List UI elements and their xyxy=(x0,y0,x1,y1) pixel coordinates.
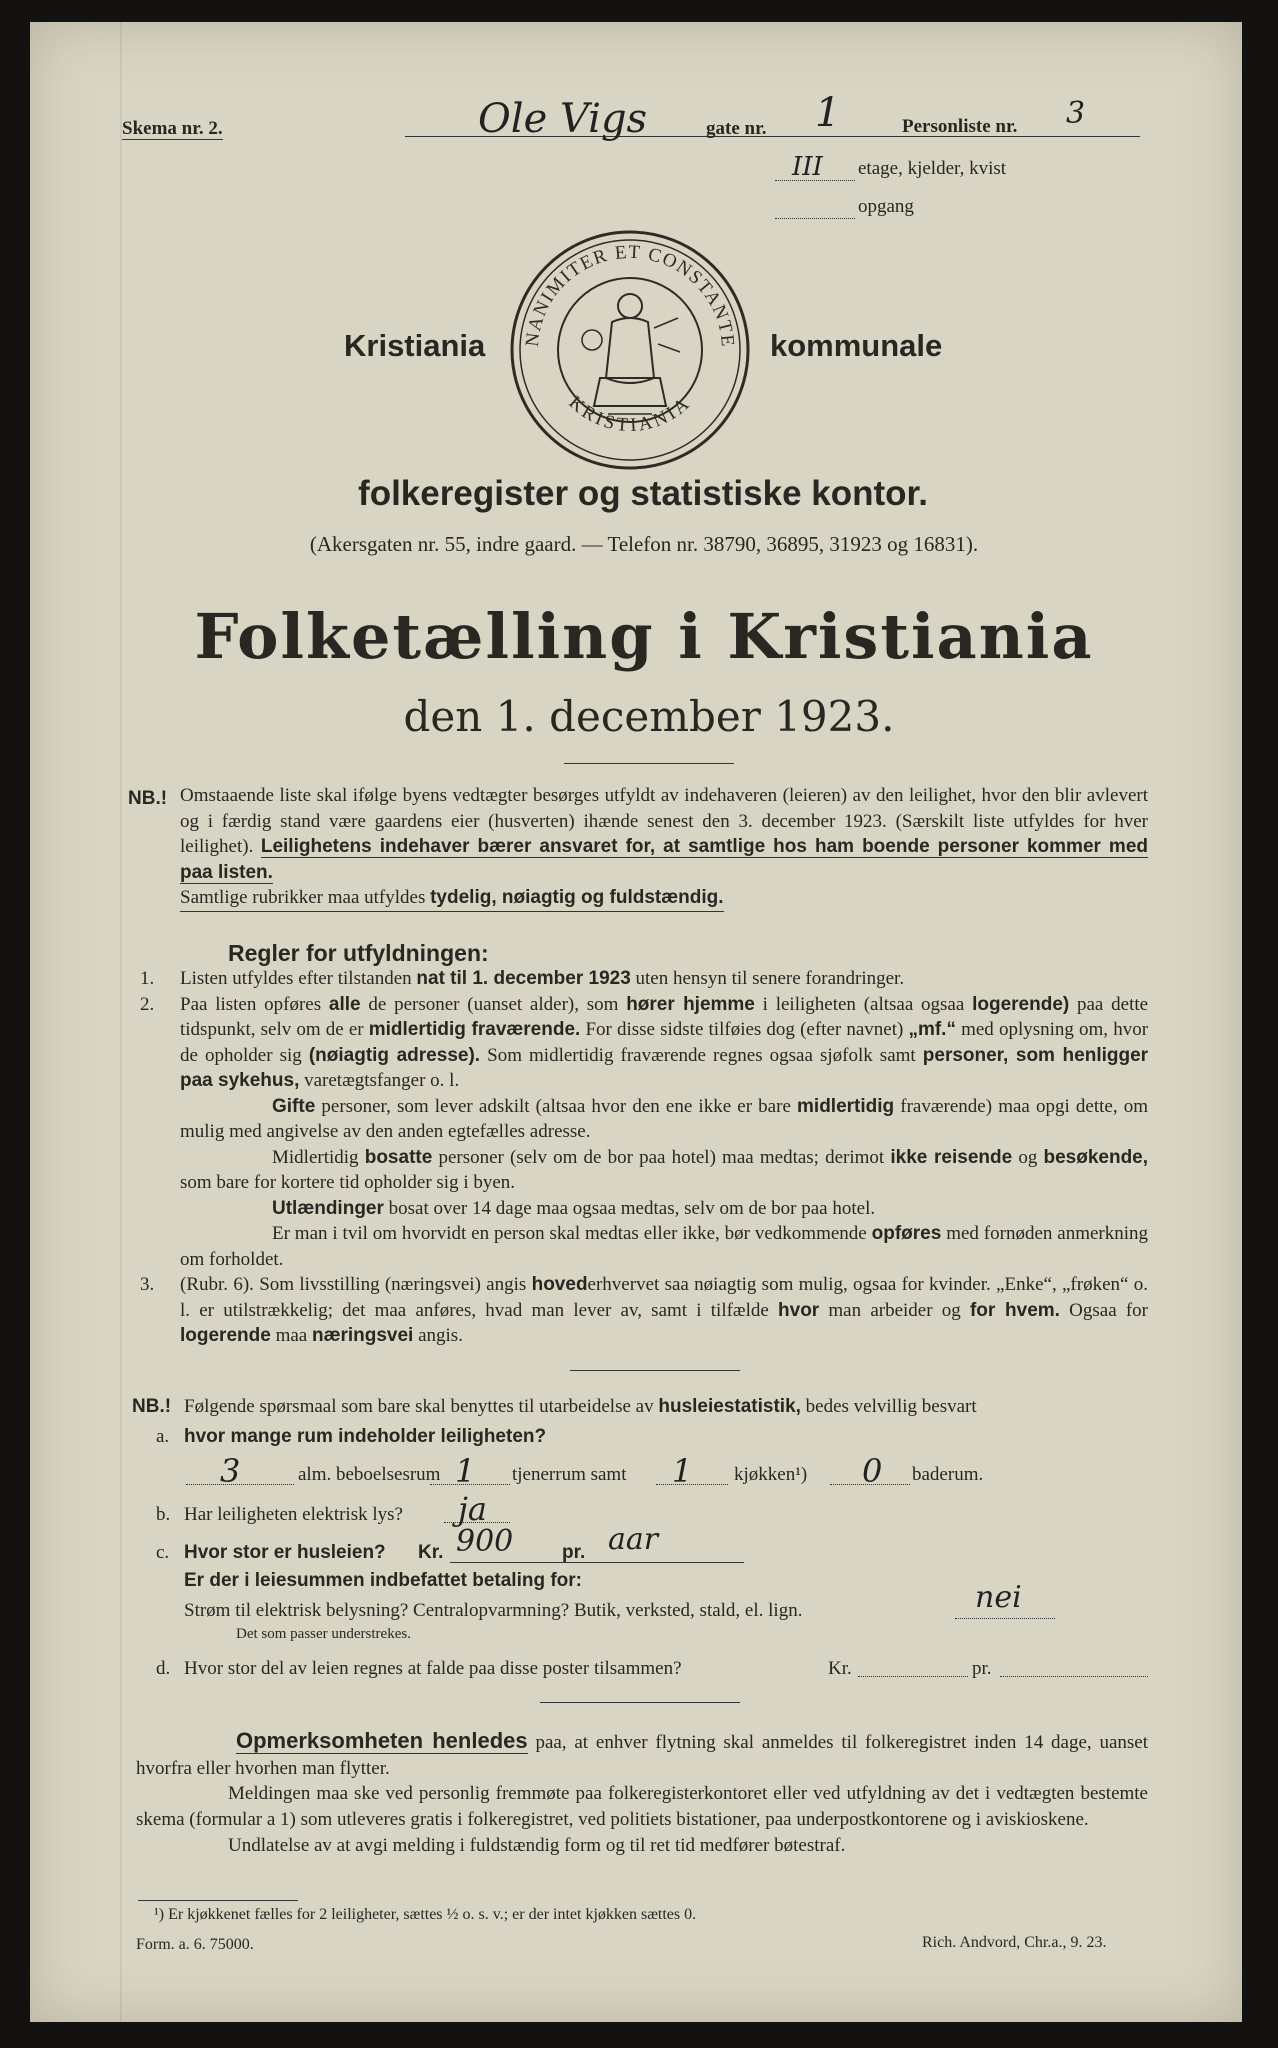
rule-3-text: man arbeider og xyxy=(828,1299,961,1321)
kristiania-seal xyxy=(508,228,752,472)
nb1-label: NB.! xyxy=(128,788,168,809)
rule-2-foreign-text: bosat over 14 dage maa ogsaa medtas, selv om de bor paa hotel. xyxy=(388,1197,876,1219)
notice-text-2: Meldingen maa ske ved personlig fremmøte paa folkeregisterkontoret eller ved utfyldning av det i vedtægten bestemte skema (formular a 1) som utleveres gratis i folkeregistret, ved politiets bistationer, paa underpostkontorene og i aviskioskene. xyxy=(136,1783,1148,1831)
nb2-label: NB.! xyxy=(132,1396,172,1417)
rule-1-bold: nat til 1. december 1923 xyxy=(416,968,631,989)
qc-pr-label: pr. xyxy=(562,1542,586,1563)
rule-2-text: paa dette tidspunkt, selv om de er xyxy=(180,993,1149,1040)
seal-ring-top: NANIMITER ET CONSTANTE xyxy=(521,241,739,349)
rules-divider xyxy=(570,1370,740,1371)
rule-3-text: Ogsaa for xyxy=(1069,1299,1148,1321)
qc-included: Er der i leiesummen indbefattet betaling for: xyxy=(184,1570,583,1591)
qb-question: Har leiligheten elektrisk lys? xyxy=(184,1504,403,1525)
kitchen-label: kjøkken¹) xyxy=(734,1464,808,1485)
svg-text:UNANIMITER ET CONSTANTER xyxy=(508,228,738,349)
rent-period-handwritten: aar xyxy=(608,1522,659,1557)
nb2-intro xyxy=(184,1394,1148,1420)
rule-2-married-bold: Gifte xyxy=(272,1095,316,1117)
nb2-text: Følgende spørsmaal som bare skal benyttes til utarbeidelse av xyxy=(184,1396,654,1417)
rule-3-number: 3. xyxy=(140,1274,155,1295)
qd-question: Hvor stor del av leien regnes at falde paa disse poster tilsammen? xyxy=(184,1658,682,1679)
rule-2-text: i leiligheten (altsaa ogsaa xyxy=(762,993,965,1015)
rule-2-temp-bold: besøkende, xyxy=(1043,1146,1149,1168)
gate-number-handwritten: 1 xyxy=(815,90,841,136)
form-number: Form. a. 6. 75000. xyxy=(136,1936,254,1953)
rooms-label: alm. beboelsesrum xyxy=(298,1464,441,1485)
rent-amount-handwritten: 900 xyxy=(456,1524,514,1559)
page-fold xyxy=(120,22,122,2022)
notice-text-1: paa, at enhver flytning skal anmeldes til folkeregistret inden 14 dage, uanset hvorfra eller hvorhen man flytter. xyxy=(136,1732,1148,1779)
kitchen-handwritten: 1 xyxy=(672,1452,693,1490)
rule-3-bold: for hvem. xyxy=(969,1299,1060,1321)
rule-1-number: 1. xyxy=(140,968,155,989)
rule-2-bold: „mf.“ xyxy=(908,1019,956,1040)
rule-2-text: med oplysning om, hvor de opholder sig xyxy=(180,1019,1149,1066)
rule-3-bold: næringsvei xyxy=(311,1325,414,1346)
rule-2-doubt-bold: opføres xyxy=(871,1223,942,1244)
rule-1-text: Listen utfyldes efter tilstanden xyxy=(180,968,412,989)
nb1-text: Omstaaende liste skal ifølge byens vedtægter besørges utfyldt av indehaveren (leieren) av den leilighet, hvor den blir avlevert og i færdig stand være gaardens eier (husverten) ihænde senest den 3. december 1923. (Særskilt liste utfyldes for hver leilighet). xyxy=(180,785,1148,857)
rule-2-temp-bold: ikke reisende xyxy=(890,1146,1013,1168)
title-right: kommunale xyxy=(770,328,943,363)
qd-pr-label: pr. xyxy=(972,1658,992,1679)
rule-2-temp-bold: bosatte xyxy=(364,1146,433,1168)
rooms-handwritten: 3 xyxy=(220,1452,241,1490)
rule-3-bold: logerende xyxy=(180,1325,271,1346)
qc-kr-label: Kr. xyxy=(418,1542,444,1563)
bath-label: baderum. xyxy=(912,1464,984,1485)
rule-2-married-bold: midlertidig xyxy=(797,1095,895,1117)
qc-label: c. xyxy=(156,1542,170,1563)
opgang-dotline xyxy=(775,218,855,219)
rule-3-text: erhvervet saa nøiagtig som mulig, ogsaa for kvinder. „Enke“, „frøken“ o. l. er utilstrækkelig; det maa anføres, hvad man lever av, samt i tilfælde xyxy=(180,1274,1148,1321)
etage-label: etage, kjelder, kvist xyxy=(858,158,1007,179)
rule-3-text: angis. xyxy=(418,1325,463,1346)
qc-options-field xyxy=(955,1618,1055,1619)
notice-heading: Opmerksomheten henledes xyxy=(236,1728,528,1753)
skema-number: Skema nr. 2. xyxy=(122,118,223,139)
seal-emblem-icon xyxy=(508,228,752,472)
office-name: folkeregister og statistiske kontor. xyxy=(358,474,928,513)
rule-2-doubt-text: Er man i tvil om hvorvidt en person skal medtas eller ikke, bør vedkommende xyxy=(272,1223,867,1244)
rule-3-bold: hoved xyxy=(531,1274,588,1295)
rule-2-text: Paa listen opføres xyxy=(180,993,322,1015)
rule-2-bold: hører hjemme xyxy=(626,993,755,1015)
qb-label: b. xyxy=(156,1504,171,1525)
personliste-label: Personliste nr. xyxy=(902,116,1018,137)
notice-paragraphs xyxy=(136,1728,1148,1859)
rule-2-text: varetægtsfanger o. l. xyxy=(304,1070,460,1091)
main-title: Folketælling i Kristiania xyxy=(194,600,1094,673)
maid-label: tjenerrum samt xyxy=(512,1464,627,1485)
main-date: den 1. december 1923. xyxy=(403,692,895,741)
nb1-line3a: Samtlige rubrikker maa utfyldes xyxy=(180,887,426,908)
maid-handwritten: 1 xyxy=(455,1452,476,1490)
rule-3-bold: hvor xyxy=(778,1299,820,1321)
rule-3-text: (Rubr. 6). Som livsstilling (næringsvei) angis xyxy=(180,1274,527,1295)
rules-list xyxy=(140,966,1149,1349)
rule-2-married-text: personer, som lever adskilt (altsaa hvor den ene ikke er bare xyxy=(321,1095,791,1117)
qc-rule xyxy=(450,1562,744,1563)
qa-question: hvor mange rum indeholder leiligheten? xyxy=(184,1426,547,1447)
footnote: ¹) Er kjøkkenet fælles for 2 leiligheter, sættes ½ o. s. v.; er der intet kjøkken sættes 0. xyxy=(154,1906,697,1923)
nb1-bold: Leilighetens indehaver bærer ansvaret for, at samtlige hos ham boende personer kommer med paa listen. xyxy=(180,836,1148,883)
qb-handwritten: ja xyxy=(458,1490,487,1528)
rule-2-bold: alle xyxy=(328,993,361,1015)
footnote-rule xyxy=(138,1900,298,1901)
rules-heading: Regler for utfyldningen: xyxy=(228,940,489,966)
nb1-line3b: tydelig, nøiagtig og fuldstændig. xyxy=(430,887,724,908)
rule-2-temp-text: personer (selv om de bor paa hotel) maa medtas; derimot xyxy=(438,1146,885,1168)
qd-label: d. xyxy=(156,1658,171,1679)
qc-note: Det som passer understrekes. xyxy=(236,1626,411,1642)
qc-options: Strøm til elektrisk belysning? Centralopvarmning? Butik, verksted, stald, el. lign. xyxy=(184,1600,803,1621)
qc-question: Hvor stor er husleien? xyxy=(184,1542,386,1563)
rule-2-number: 2. xyxy=(140,993,155,1015)
qa-label: a. xyxy=(156,1426,170,1447)
qd-pr-field xyxy=(1000,1676,1148,1677)
rule-2-temp-text: som bare for kortere tid opholder sig i byen. xyxy=(180,1172,516,1193)
rule-1-text-end: uten hensyn til senere forandringer. xyxy=(635,968,905,989)
rule-2-bold: personer, som henligger paa sykehus, xyxy=(180,1044,1149,1091)
gate-label: gate nr. xyxy=(706,118,767,139)
seal-ring-bottom: KRISTIANIA xyxy=(564,392,696,437)
qd-kr-field xyxy=(858,1676,968,1677)
etage-handwritten: III xyxy=(792,152,823,182)
rule-2-bold: logerende) xyxy=(972,993,1070,1015)
rule-2-text: For disse sidste tilføies dog (efter navnet) xyxy=(585,1019,904,1040)
street-name-handwritten: Ole Vigs xyxy=(478,96,648,142)
rule-2-bold: midlertidig fraværende. xyxy=(368,1019,581,1040)
bath-handwritten: 0 xyxy=(862,1452,883,1490)
personliste-number-handwritten: 3 xyxy=(1066,96,1086,131)
rule-2-temp-text: Midlertidig xyxy=(272,1146,359,1168)
rule-2-text: de personer (uanset alder), som xyxy=(368,993,619,1015)
title-divider xyxy=(564,763,734,764)
title-left: Kristiania xyxy=(344,328,486,363)
rule-2-foreign-bold: Utlændinger xyxy=(272,1197,384,1219)
etage-dotline xyxy=(775,180,855,181)
qc-options-handwritten: nei xyxy=(975,1580,1022,1615)
rule-2-married-text: fraværende) maa opgi dette, om mulig med angivelse av den anden egtefælles adresse. xyxy=(180,1095,1148,1142)
opgang-label: opgang xyxy=(858,196,914,217)
rule-2-text: Som midlertidig fraværende regnes ogsaa sjøfolk samt xyxy=(487,1044,916,1066)
nb1-paragraph xyxy=(180,783,1148,912)
rule-2-temp-text: og xyxy=(1018,1146,1038,1168)
notice-text-3: Undlatelse av at avgi melding i fuldstændig form og til ret tid medfører bøtestraf. xyxy=(228,1834,846,1856)
rule-2-bold: (nøiagtig adresse). xyxy=(308,1044,481,1066)
rule-3-text: maa xyxy=(275,1325,308,1346)
qd-kr-label: Kr. xyxy=(828,1658,852,1679)
printer-info: Rich. Andvord, Chr.a., 9. 23. xyxy=(922,1934,1107,1951)
office-address: (Akersgaten nr. 55, indre gaard. — Telefon nr. 38790, 36895, 31923 og 16831). xyxy=(309,532,979,556)
nb2-bold: husleiestatistik, xyxy=(658,1396,801,1417)
nb2-text: bedes velvillig besvart xyxy=(805,1396,977,1417)
rule-2-doubt-text: med fornøden anmerkning om forholdet. xyxy=(180,1223,1149,1270)
nb2-divider xyxy=(540,1702,740,1703)
